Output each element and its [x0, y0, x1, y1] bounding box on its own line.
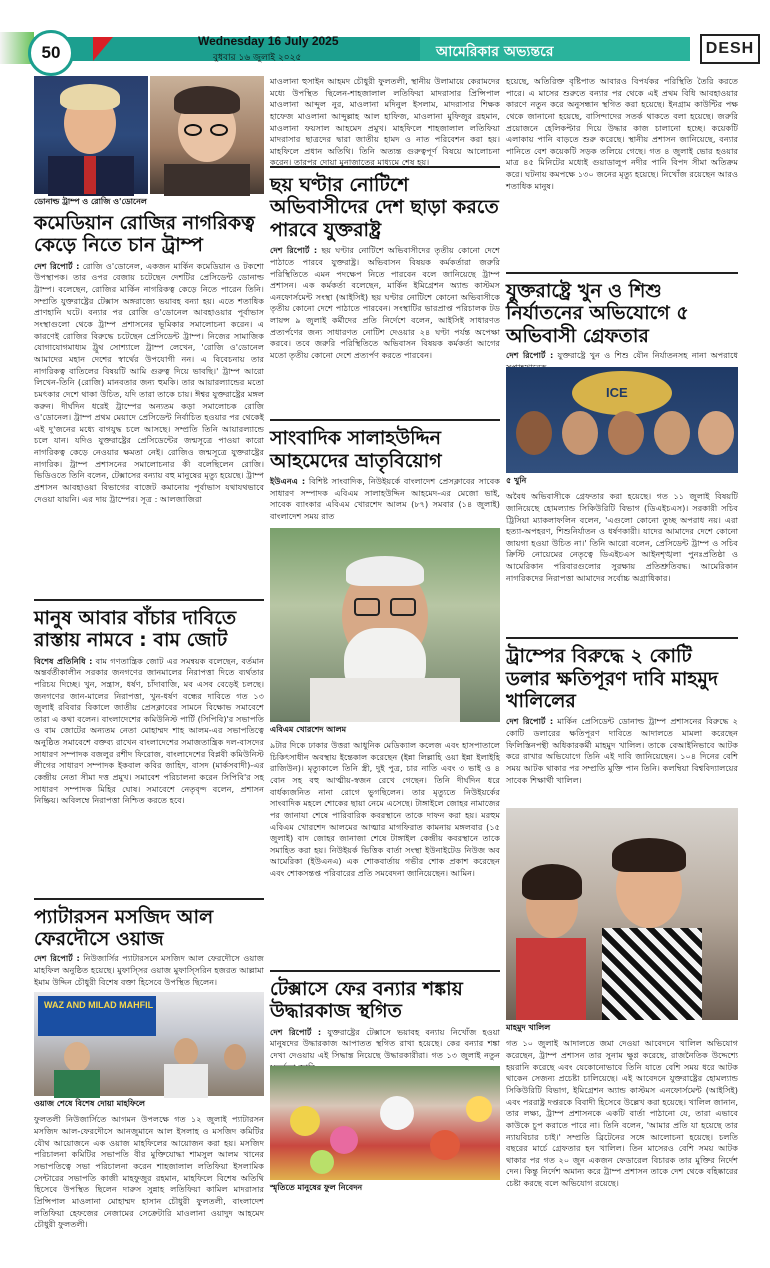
photo-caption: ৫ খুনি [506, 476, 527, 486]
article-body: ৯টার দিকে ঢাকার উত্তরা আধুনিক মেডিক্যাল কলেজ এবং হাসপাতালে চিকিৎসাধীন অবস্থায় ইন্তেকাল করেছেন (ইন্না লিল্লাহি ওয়া ইন্না ইলাইহি রাজিউন)। মৃত্যুকালে তিনি স্ত্রী, দুই পুত্র, চার নাতি এবং ৩ ভাই ও ৪ বোন সহ বহু আত্মীয়-স্বজন রেখে গেছেন। তিনি দীর্ঘদিন ধরে বার্ধক্যজনিত নানা রোগে ভুগছিলেন। তার মৃত্যুতে নিউইয়র্কের সাংবাদিক মহলে শোকের ছায়া নেমে এসেছে। টাঙ্গাইলে জোহর নামাজের পর জানাযা শেষে পারিবারিক কবরস্থানে তাকে দাফন করা হয়। মরহুম এবিএম খোরশেদ আলমের আত্মার মাগফিরাত কামনায় মঙ্গলবার (১৫ জুলাই) বাদ জোহর জানাজা শেষে টাঙ্গাইল কেন্দ্রীয় কবরস্থানে তাকে সমাহিত করা হয়। নিউইয়র্ক ভিত্তিক বার্তা সংস্থা ইউনাইটেড নিউজ অব আমেরিকা (ইউএনএ) এক শোকবার্তায় গভীর শোক প্রকাশ করেছেন এবং শোকসন্তপ্ত পরিবারের প্রতি সমবেদনা জানিয়েছেন। আমিন। [270, 740, 500, 879]
ice-badge-text: ICE [606, 385, 628, 401]
flood-memorial-photo [270, 1066, 500, 1180]
article-text: মার্কিন প্রেসিডেন্ট ডোনাল্ড ট্রাম্প প্রশাসনের বিরুদ্ধে ২ কোটি ডলারের ক্ষতিপূরণ দাবিতে আদালতে মামলা করেছেন ফিলিস্তিনপন্থী অধিকারকর্মী মাহমুদ খালিল। তাকে বেআইনিভাবে আটক করে রাখার অভিযোগে তিনি এই দাবি জানিয়েছেন। ১০৪ দিনের বেশি সময় আটক থাকার পর সম্প্রতি মুক্তি পান তিনি। কলম্বিয়া বিশ্ববিদ্যালয়ের সাবেক শিক্ষার্থী খালিল। [506, 716, 738, 785]
article-body [270, 476, 500, 524]
header-red-accent [93, 37, 113, 61]
article-body: অবৈধ অভিবাসীকে গ্রেফতার করা হয়েছে। গত ১১ জুলাই বিষয়টি জানিয়েছে হোমল্যান্ড সিকিউরিটি বিভাগ (ডিএইচএস)। সরকারী সচিব ট্রিসিয়া ম্যাকলাফলিন বলেন, 'এগুলো কোনো তুচ্ছ অপরাধ নয়। এরা হত্যা-অপহরণ, শিশুনির্যাতন ও ধর্ষণকারী। যাদের আমাদের দেশে কোনো জায়গা হওয়া উচিত না।' তিনি আরো বলেন, প্রেসিডেন্ট ট্রাম্প ও সচিব ক্রিস্টি নোয়েমের নেতৃত্বে ডিএইচএস আইনশৃঙ্খলা পুনঃপ্রতিষ্ঠা ও আমেরিকান পরিবারগুলোর সুরক্ষায় প্রতিশ্রুতিবদ্ধ। আমেরিকান নাগরিকদের নিরাপত্তা আমাদের সর্বোচ্চ অগ্রাধিকার। [506, 491, 738, 583]
dateline: বিশেষ প্রতিনিধি : [34, 655, 93, 666]
article-body [34, 261, 264, 593]
header-date-en: Wednesday 16 July 2025 [198, 34, 339, 48]
dateline: দেশ রিপোর্ট : [34, 953, 80, 964]
headline: প্যাটারসন মসজিদ আল ফেরদৌসে ওয়াজ [34, 905, 214, 951]
article-body: হয়েছে, অতিরিক্ত বৃষ্টিপাত আবারও বিপর্যকর পরিস্থিতি তৈরি করতে পারে। এ মাসের শুরুতে বন্যার পর থেকে এই প্রথম বিধি আবহাওয়ার কারণে নতুন করে অনুসন্ধান স্থগিত করা হয়েছে। ইনগ্রাম কাউন্টির পক্ষ থেকে জানানো হয়েছে, বাসিন্দাদের সতর্ক থাকতে বলা হয়েছে। জরুরি প্রয়োজনে হেলিকপ্টার দিয়ে উদ্ধার কাজ চালানো হচ্ছে। কয়েকটি এলাকায় পানি বাড়তে শুরু করেছে। স্থানীয় প্রশাসন জানিয়েছে, বন্যার পানিতে বেশ কয়েকটি সড়ক তলিয়ে গেছে। গত ৪ জুলাই ভোর হওয়ার মাত্র ৪৫ মিনিটের মধ্যেই গুয়াডালুপ নদীর পানি বিপদ সীমা অতিক্রম করে। ঘটনায় কমপক্ষে ১৩০ জনের মৃত্যু হয়েছে। নিখোঁজ রয়েছেন আরও শতাধিক মানুষ। [506, 76, 738, 191]
mahfil-photo [34, 992, 264, 1096]
page-number: 50 [41, 43, 61, 62]
article-body: মাওলানা হুসাইন আহমদ চৌধুরী ফুলতলী, স্থানীয় উলামায়ে কেরামদের মধ্যে উপস্থিত ছিলেন-শাহজালাল লতিফিয়া মাদরাসার প্রিন্সিপাল মাওলানা আব্দুল নুর, মাওলানা মদিনুল ইসলাম, মাদরাসার শিক্ষক হাফেজ মাওলানা আব্দুল্লাহ আল হাফিজ, মাওলানা মুফিজুর রহমান, মাওলানা ফয়সাল আহমেদ প্রমুখ। মাহফিলে শাহজালাল লতিফিয়া মাদরাসার ছাত্রদের দ্বারা জাতীয় হামদ ও নাত পরিবেশন করা হয়। মাহফিলে প্রধান অতিথি। তিনি অত্যন্ত গুরুত্বপূর্ণ বিষয়ে আলোচনা করেন। তারপর দোয়া মুনাজাতের মাধ্যমে শেষ হয়। [270, 76, 500, 168]
headline: কমেডিয়ান রোজির নাগরিকত্ব কেড়ে নিতে চান ট্রাম্প [34, 212, 255, 257]
photo-caption: স্মৃতিতে মানুষের ফুল নিবেদন [270, 1182, 363, 1192]
divider [270, 970, 500, 972]
alam-photo [270, 528, 500, 722]
ice-badge [572, 371, 672, 415]
header-date-bn: বুধবার ১৬ জুলাই ২০২৫ [213, 53, 302, 63]
headline: টেক্সাসে ফের বন্যার শঙ্কায় উদ্ধারকাজ স্থগিত [270, 978, 463, 1023]
dateline: দেশ রিপোর্ট : [506, 716, 554, 727]
article-body [270, 245, 500, 413]
headline: ট্রাম্পের বিরুদ্ধে ২ কোটি ডলার ক্ষতিপূরণ দাবি মাহমুদ খালিলের [506, 645, 718, 713]
ice-suspects-photo [506, 367, 738, 473]
article-body [34, 656, 264, 892]
column-3 [506, 76, 738, 1189]
mahmud-khalil-photo [506, 808, 738, 1020]
column-2 [270, 76, 500, 1192]
article-body [506, 350, 738, 364]
article-body [270, 1027, 500, 1063]
article-body: ফুলতলী নিউজার্সিতে আগমন উপলক্ষে গত ১২ জুলাই প্যাটারসন মসজিদ আল-ফেরদৌসে আনজুমানে আল ইসলাহ ও মসজিদ কমিটির যৌথ আয়োজনে এক ওয়াজ মাহফিলের আয়োজন করা হয়। মসজিদ পরিচালনা কমিটির সভাপতি বীর মুক্তিযোদ্ধা শামসুল আলম খানের সভাপতিত্বে সভা পরিচালনা করেন শাহজালাল লতিফিয়া ইসলামিক সেন্টারের সভাপতি কাজী মাহফুজুর রহমান, মাহফিলে বিশেষ অতিথি হিসেবে উপস্থিত ছিলেন দারুস সুন্নাহ লতিফিয়া কামিল মাদরাসার প্রিন্সিপাল মাওলানা মোহাম্মদ হাসান চৌধুরী ফুলতলী, বাংলাদেশ লতিফিয়া হেফজের নেজামের সেক্রেটারি মাওলানা ওয়াদুদ আহমেদ চৌধুরী ফুলতলী। [34, 1114, 264, 1230]
section-title: আমেরিকার অভ্যন্তরে [436, 44, 554, 60]
article-text: নিউজার্সির প্যাটারসনে মসজিদ আল ফেরদৌসে ওয়াজ মাহফিল অনুষ্ঠিত হয়েছে। মুফাস্সির ওয়াজ মুফাস্সিরিন হজরত আল্লামা ইমাম উদ্দিন চৌধুরী বিশেষ বক্তা হিসেবে উপস্থিত ছিলেন। [34, 953, 264, 987]
trump-photo [34, 76, 148, 194]
dateline: দেশ রিপোর্ট : [270, 245, 318, 256]
headline: ছয় ঘণ্টার নোটিশে অভিবাসীদের দেশ ছাড়া করতে পারবে যুক্তরাষ্ট্র [270, 174, 499, 241]
article-text: বাম গণতান্ত্রিক জোট এর সমন্বয়ক বলেছেন, বর্তমান অন্তর্বর্তীকালীন সরকার জনগণের জানমালের নিরাপত্তা দিতে ব্যর্থতার পরিচয় দিচ্ছে। খুন, সন্ত্রাস, ধর্ষণ, চাঁদাবাজি, মব এসব বেড়েই চলছে। জনগণের জান-মালের নিরাপত্তা, খুন-ধর্ষণ বন্ধের দাবিতে গত ১৩ জুলাই রবিবার বিকালে জাতীয় প্রেসক্লাবের সামনে বিক্ষোভ সমাবেশে তারা এ কথা বলেন। বাংলাদেশের কমিউনিস্ট পার্টি (সিপিবি)'র সভাপতি ও বাম জোটের অন্যতম নেতা মোহাম্মদ শাহ আলম-এর সভাপতিত্বে অনুষ্ঠিত সমাবেশে বক্তব্য রাখেন বাংলাদেশের সমাজতান্ত্রিক দল-বাসদের সাধারণ সম্পাদক বজলুর রশীদ ফিরোজ, বাংলাদেশের বিপ্লবী কমিউনিস্ট লীগের সাধারণ সম্পাদক ইকবাল কবির জাহিদ, বাসদ (মার্কসবাদী)-এর কেন্দ্রীয় নেতা সীমা দত্ত প্রমুখ। সমাবেশ পরিচালনা করেন সিপিবি'র সহ সাধারণ সম্পাদক মিহির ঘোষ। সমাবেশে নেতৃবৃন্দ বলেন, প্রশাসন নিষ্ক্রিয়। অবিলম্বে নিরাপত্তা নিশ্চিত করতে হবে। [34, 655, 265, 806]
page-number-badge [28, 30, 74, 76]
headline: সাংবাদিক সালাহউদ্দিন আহমেদের ভ্রাতৃবিয়োগ [270, 427, 442, 472]
article-text: বিশিষ্ট সাংবাদিক, নিউইয়র্কে বাংলাদেশ প্রেসক্লাবের সাবেক সাধারণ সম্পাদক এবিএম সালাহউদ্দিন আহমেদ-এর মেজো ভাই, সাবেক ব্যাংকার এবিএম খোরশেদ আলম (৮৭) সমবার (১৪ জুলাই) বাংলাদেশ সময় রাত [270, 476, 500, 521]
logo-text: DESH [705, 40, 755, 57]
photo-caption: মাহমুদ খালিল [506, 1023, 551, 1033]
column-1 [34, 76, 265, 1230]
article-text: যুক্তরাষ্ট্রে খুন ও শিশু যৌন নির্যাতনসহ নানা অপরাধে [557, 350, 738, 361]
divider [270, 419, 500, 421]
photo-caption: ওয়াজ শেষে বিশেষ দোয়া মাহফিলে [34, 1099, 146, 1109]
article-text: রোজি ও'ডোনেল, একজন মার্কিন কমেডিয়ান ও টকশো উপস্থাপক। তার ওপর বেজায় চটেছেন দেশটির প্রেসিডেন্ট ডোনাল্ড ট্রাম্প। বলেছেন, রোজির মার্কিন নাগরিকত্ব কেড়ে নিতে পারেন তিনি। সম্প্রতি যুক্তরাষ্ট্রের টেক্সাস অঙ্গরাজ্যে ভয়াবহ বন্যা হয়। এতে শতাধিক প্রাণহানি ঘটে। বন্যার পর রোজি ও'ডোনেল আবহাওয়ার পূর্বাভাস সংস্থাগুলো থেকে ট্রাম্প প্রশাসনের ভূমিকার সমালোচনা করেন। এ কারণেই রোজির বিরুদ্ধে চটেছেন প্রেসিডেন্ট ট্রাম্প। নিজের সামাজিক যোগাযোগমাধ্যম ট্রুথ সোশ্যালে ট্রাম্প লেখেন, 'রোজি ও'ডোনেল আমাদের মহান দেশের স্বার্থের উপযোগী নন। এ বিবেচনায় তার নাগরিকত্ব বাতিলের বিষয়টি আমি গুরুত্ব দিয়ে ভাবছি।' ট্রাম্প আরো লিখেন-তিনি (রোজি) মানবতার জন্য হুমকি। তার আয়ারল্যান্ডের মতো চমৎকার দেশে থাকা উচিত, যদি তারা তাকে চায়। ঈশ্বর যুক্তরাষ্ট্রের মঙ্গল করুন। দীর্ঘদিন ধরেই ট্রাম্পের অন্যতম কড়া সমালোচক রোজি ও'ডোনেল। ট্রাম্প প্রথম মেয়াদে প্রেসিডেন্ট নির্বাচিত হওয়ার পর থেকেই এই দু'জনের মধ্যে বাগযুদ্ধ চলে আসছে। সম্প্রতি তিনি আয়ারল্যান্ডে চলে যান। যদিও যুক্তরাষ্ট্রের প্রেসিডেন্টের জন্মসূত্রে পাওয়া কারো নাগরিকত্ব কেড়ে নেওয়ার ক্ষমতা নেই। রোজিও জন্মসূত্রে যুক্তরাষ্ট্রের নাগরিক। ট্রাম্প প্রশাসনের সমালোচনার কী বলেছিলেন রোজি। ভিডিওতে তিনি বলেন, টেক্সাসের বন্যায় বহু মানুষের মৃত্যু হয়েছে। ট্রাম্প প্রশাসন আবহাওয়া বিভাগের বাজেট কমানোয় পূর্বাভাস যথাযথভাবে দেওয়া যায়নি। এর দায় ট্রাম্পের। সূত্র : আলজাজিরা [34, 260, 265, 504]
divider [34, 599, 264, 601]
mahfil-banner-text: WAZ AND MILAD MAHFIL [44, 1000, 154, 1011]
headline: মানুষ আবার বাঁচার দাবিতে রাস্তায় নামবে : বাম জোট [34, 606, 237, 652]
article-body [506, 716, 738, 804]
rosie-photo [150, 76, 264, 194]
article-body: গত ১০ জুলাই আদালতে জমা দেওয়া আবেদনে খালিল অভিযোগ করেছেন, ট্রাম্প প্রশাসন তার সুনাম ক্ষুণ্ণ করেছে, রাজনৈতিক উদ্দেশ্যে হয়রানি করেছে এবং যেকোনোভাবে তিনি যাতে বেশি সময় ধরে আটক থাকেন সেজন্য প্রচেষ্টা চালিয়েছে। এই আবেদনে যুক্তরাষ্ট্রের হোমল্যান্ড সিকিউরিটি বিভাগ, ইমিগ্রেশন অ্যান্ড কাস্টমস এনফোর্সমেন্ট (আইসিই) এবং পররাষ্ট্র দপ্তরকে বিবাদী হিসেবে উল্লেখ করা হয়েছে। খালিল জানান, তার লক্ষ্য, ট্রাম্প প্রশাসনকে একটি বার্তা পাঠানো যে, তারা এভাবে কাউকে চুপ করাতে পারে না। তিনি বলেন, 'আমার প্রতি যা হয়েছে তার ন্যায়বিচার চাই।' সম্প্রতি ব্রিটেনের সঙ্গে আলোচনা হয়েছে। চলতি বছরের মার্চে গ্রেফতার হন খালিল। তিন মাসেরও বেশি সময় আটক থাকার পর গত ২০ জুন একজন ফেডারেল বিচারক তার মুক্তির নির্দেশ দেন। কিন্তু নির্দেশ অমান্য করে ট্রাম্প প্রশাসন তাকে দেশ থেকে বহিষ্কারের চেষ্টা করছে বলে অভিযোগ রয়েছে। [506, 1038, 738, 1189]
trump-rosie-photo [34, 76, 264, 194]
dateline: দেশ রিপোর্ট : [270, 1026, 322, 1037]
photo-caption: এবিএম খোরশেদ আলম [270, 725, 347, 735]
mahfil-banner [38, 996, 156, 1036]
headline: যুক্তরাষ্ট্রে খুন ও শিশু নির্যাতনের অভিযোগে ৫ অভিবাসী গ্রেফতার [506, 280, 689, 347]
divider [506, 637, 738, 639]
dateline: দেশ রিপোর্ট : [506, 350, 554, 361]
article-text: যুক্তরাষ্ট্রের টেক্সাসে ভয়াবহ বন্যায় নিখোঁজ হওয়া মানুষদের উদ্ধারকাজ আপাতত স্থগিত রাখা হয়েছে। কের বন্যার শঙ্কা দেখা দেওয়ায় এই সিদ্ধান্ত নিয়েছে উদ্ধারকারীরা। গত ১৩ জুলাই নতুন [270, 1026, 500, 1061]
desh-logo [700, 34, 760, 64]
divider [34, 898, 264, 900]
article-body [34, 953, 264, 989]
dateline: ইউএনএ : [270, 476, 306, 487]
divider [506, 272, 738, 274]
dateline: দেশ রিপোর্ট : [34, 260, 80, 271]
photo-caption: ডোনাল্ড ট্রাম্প ও রোজি ও'ডোনেল [34, 197, 147, 206]
article-text: ছয় ঘণ্টার নোটিশে অভিবাসীদের তৃতীয় কোনো দেশে পাঠাতে পারবে যুক্তরাষ্ট্র। অভিবাসন বিষয়ক কর্মকর্তারা জরুরি পরিস্থিতিতে এমন পদক্ষেপ নিতে পারবেন বলে জানিয়েছে ট্রাম্প প্রশাসন। এক কর্মকর্তা বলেছেন, মার্কিন ইমিগ্রেশন অ্যান্ড কাস্টমস এনফোর্সমেন্ট সংস্থা (আইসিই) ছয় ঘণ্টার নোটিশে কোনো অভিবাসীকে তৃতীয় কোনো দেশে পাঠাতে পারবেন। সংস্থাটির ভারপ্রাপ্ত পরিচালক টড লায়ন্স ৯ জুলাই কর্মীদের প্রতি নির্দেশে বলেন, আইসিই সাধারণত প্রত্যর্পণের জন্য সাধারণত নোটিশ দেওয়ার ২৪ ঘণ্টা পর্যন্ত অপেক্ষা করবে। তবে জরুরি পরিস্থিতিতে অভিবাসন বিষয়ক কর্মকর্তা আগের মতো তৃতীয় কোনো দেশে প্রত্যর্পণ করতে পারবেন। [270, 245, 500, 360]
page-header [0, 0, 770, 68]
